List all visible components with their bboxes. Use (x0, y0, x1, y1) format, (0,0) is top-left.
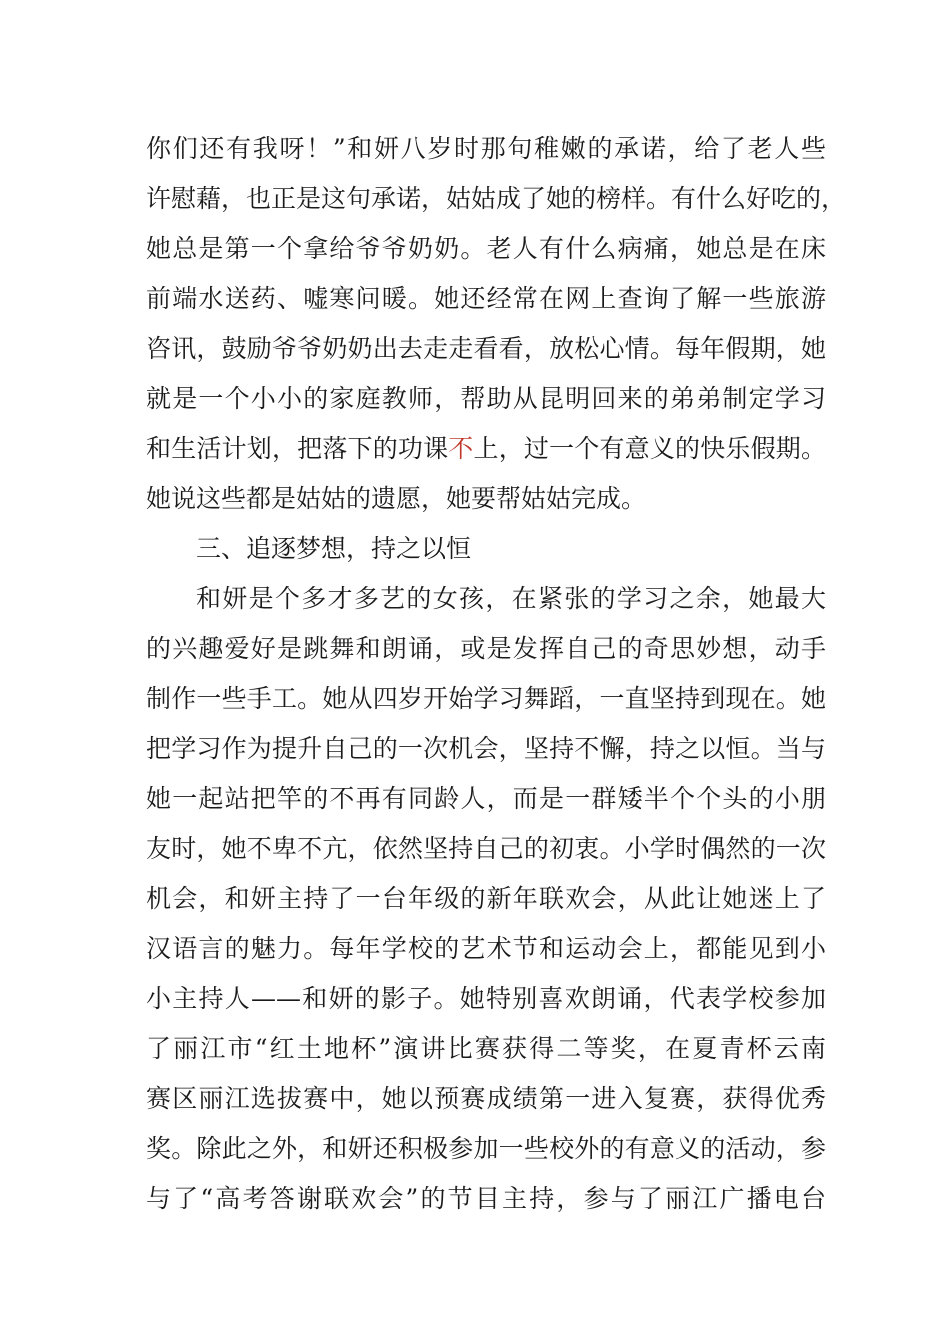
highlighted-character: 不 (448, 434, 474, 463)
text-line: 奖。除此之外，和妍还积极参加一些校外的有意义的活动，参 (146, 1134, 826, 1163)
text-line: 的兴趣爱好是跳舞和朗诵，或是发挥自己的奇思妙想，动手 (146, 634, 826, 663)
text-segment: 上，过一个有意义的快乐假期。 (473, 434, 826, 463)
text-line (146, 424, 826, 474)
text-line: 制作一些手工。她从四岁开始学习舞蹈，一直坚持到现在。她 (146, 684, 826, 713)
text-line: 前端水送药、嘘寒问暖。她还经常在网上查询了解一些旅游 (146, 284, 826, 313)
text-line: 机会，和妍主持了一台年级的新年联欢会，从此让她迷上了 (146, 884, 826, 913)
text-line: 友时，她不卑不亢，依然坚持自己的初衷。小学时偶然的一次 (146, 834, 826, 863)
text-line: 赛区丽江选拔赛中，她以预赛成绩第一进入复赛，获得优秀 (146, 1084, 826, 1113)
text-line: 了丽江市“红土地杯”演讲比赛获得二等奖，在夏青杯云南 (146, 1034, 826, 1063)
section-heading: 三、追逐梦想，持之以恒 (196, 534, 472, 563)
text-line: 汉语言的魅力。每年学校的艺术节和运动会上，都能见到小 (146, 934, 826, 963)
paragraph-dreams (146, 574, 826, 1224)
text-line: 与了“高考答谢联欢会”的节目主持，参与了丽江广播电台 (146, 1184, 826, 1213)
text-line: 咨讯，鼓励爷爷奶奶出去走走看看，放松心情。每年假期，她 (146, 334, 826, 363)
text-line: 许慰藉，也正是这句承诺，姑姑成了她的榜样。有什么好吃的， (146, 184, 847, 213)
text-line: 就是一个小小的家庭教师，帮助从昆明回来的弟弟制定学习 (146, 384, 826, 413)
text-line: 她总是第一个拿给爷爷奶奶。老人有什么病痛，她总是在床 (146, 234, 826, 263)
paragraph-filial-care (146, 124, 847, 524)
text-line: 她说这些都是姑姑的遗愿，她要帮姑姑完成。 (146, 484, 647, 513)
text-line: 把学习作为提升自己的一次机会，坚持不懈，持之以恒。当与 (146, 734, 826, 763)
document-body (146, 124, 847, 1224)
text-line: 和妍是个多才多艺的女孩，在紧张的学习之余，她最大 (196, 584, 826, 613)
text-segment: 和生活计划，把落下的功课 (146, 434, 449, 463)
text-line: 她一起站把竿的不再有同龄人，而是一群矮半个个头的小朋 (146, 784, 826, 813)
text-line: 小主持人——和妍的影子。她特别喜欢朗诵，代表学校参加 (146, 984, 826, 1013)
text-line: 你们还有我呀！”和妍八岁时那句稚嫩的承诺，给了老人些 (146, 134, 826, 163)
